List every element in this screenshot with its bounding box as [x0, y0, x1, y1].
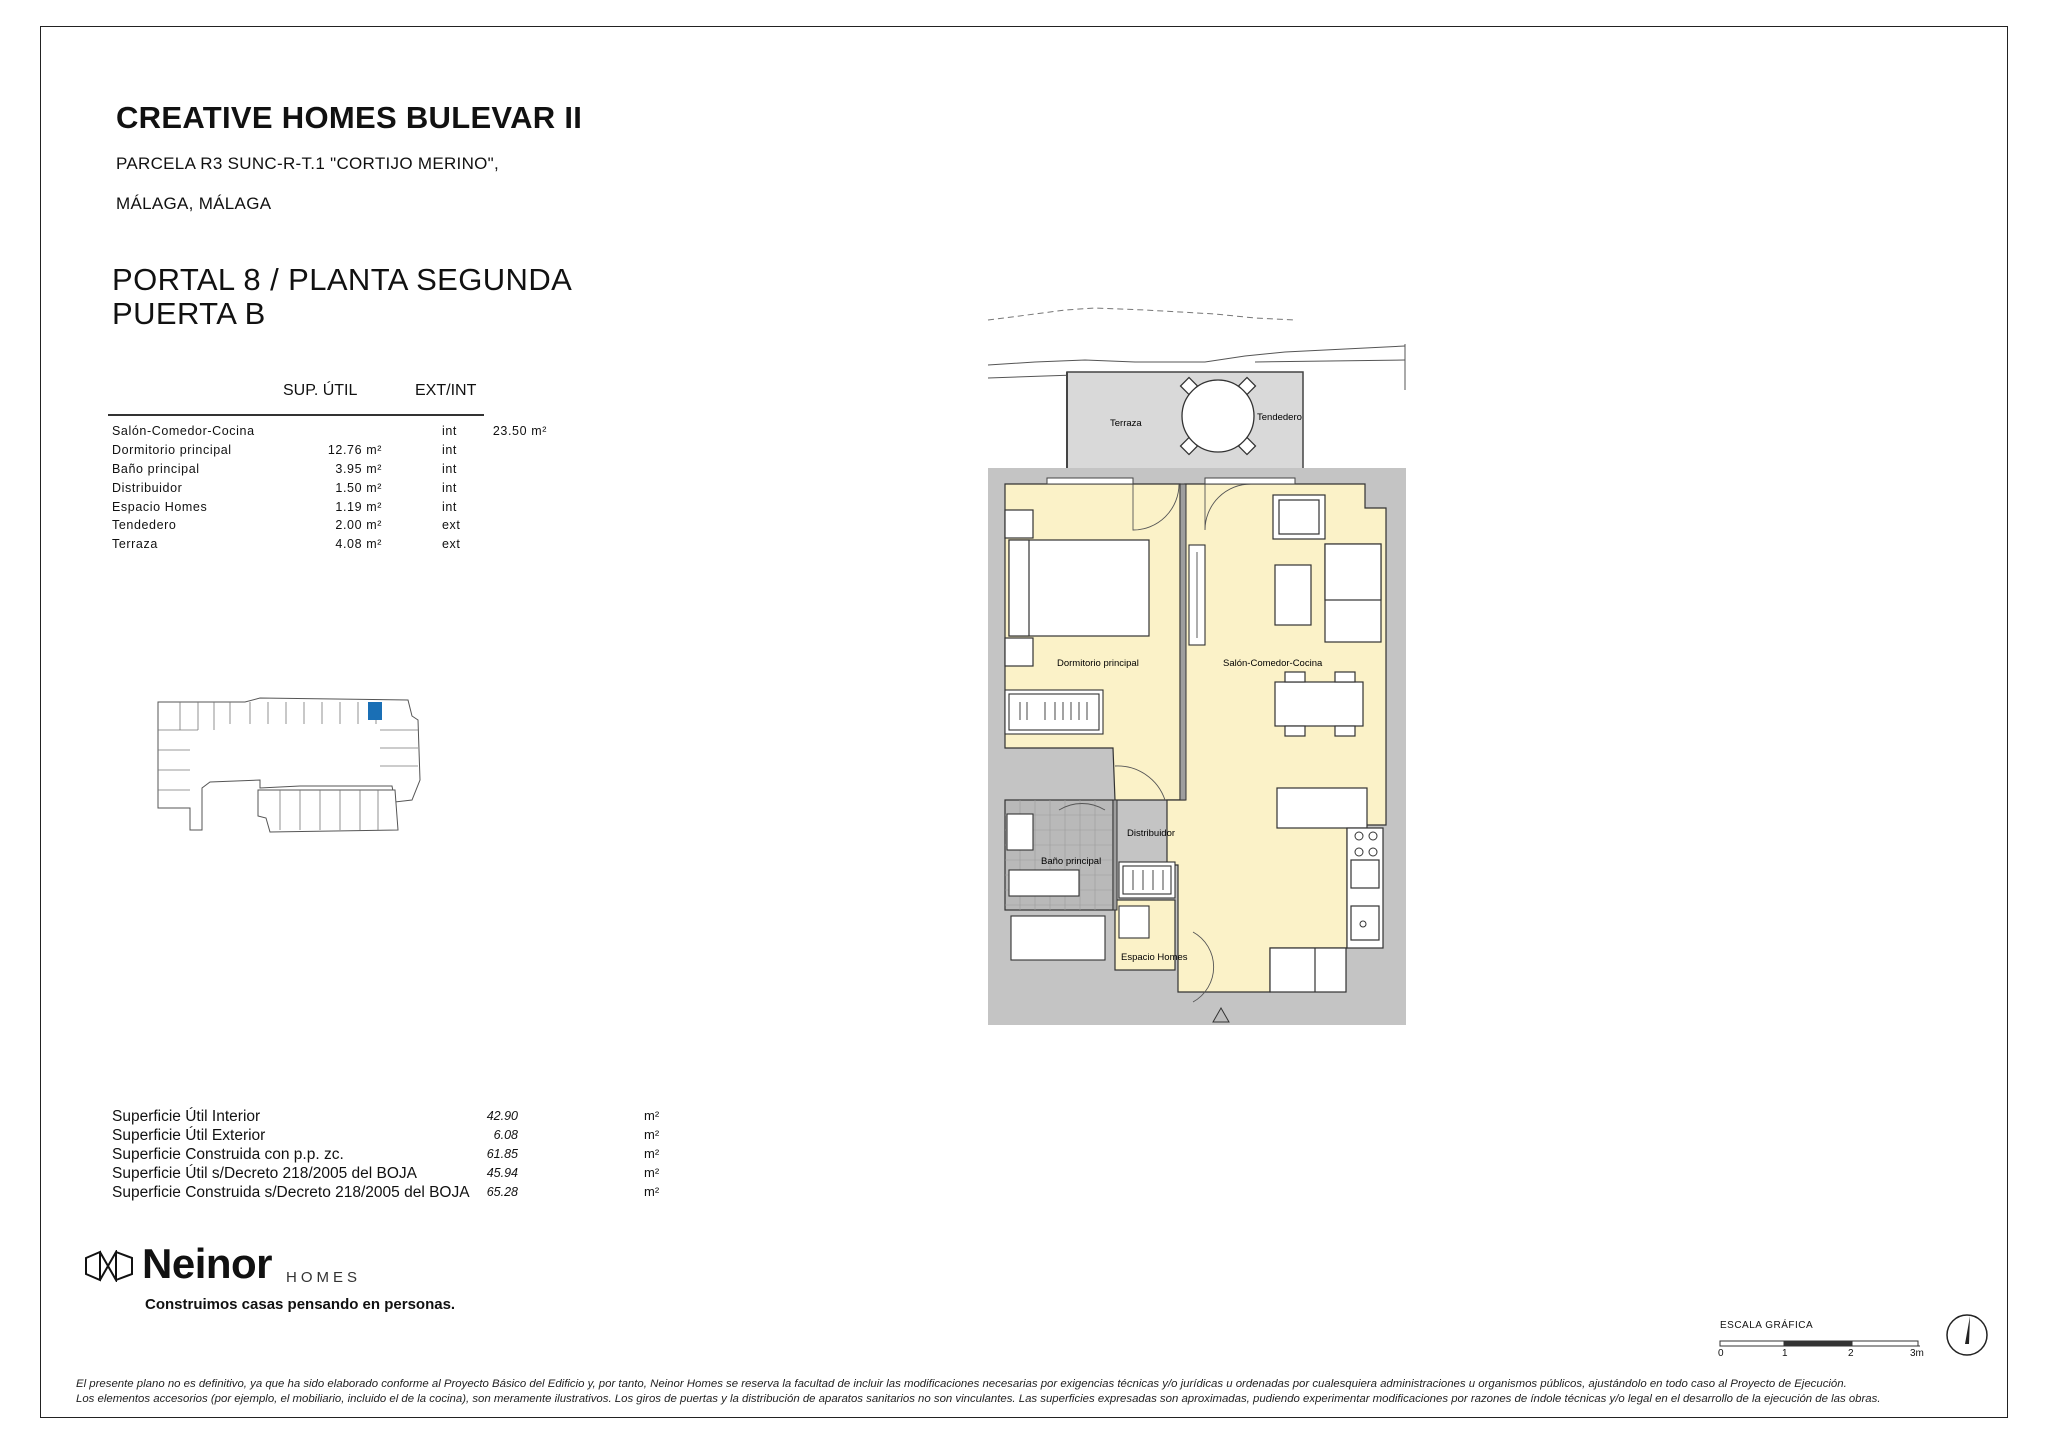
- disclaimer-line-2: Los elementos accesorios (por ejemplo, el mobiliario, incluido el de la cocina), son meramente ilustrativos. Los giros de puertas y la distribución de aparatos sanitarios no son vinculantes. Las superficies expresadas son aproximadas, pudiendo experimentar modificaciones por razones de índole técnicas y/o legal en el desarrollo de la ejecución de las obras.: [76, 1393, 1881, 1405]
- scale-tick-2: 2: [1848, 1348, 1854, 1359]
- summary-unit: m²: [644, 1127, 660, 1142]
- table-row: Tendedero 2.00 m² ext: [112, 518, 461, 532]
- scale-tick-0: 0: [1718, 1348, 1724, 1359]
- room-type: int: [442, 424, 458, 438]
- summary-unit: m²: [644, 1108, 660, 1123]
- label-salon: Salón-Comedor-Cocina: [1223, 658, 1323, 669]
- summary-unit: m²: [644, 1184, 660, 1199]
- key-plan: [150, 690, 430, 840]
- summary-row: Superficie Construida s/Decreto 218/2005 del BOJA 65.28 m²: [112, 1184, 660, 1201]
- unit-floor: PORTAL 8 / PLANTA SEGUNDA: [112, 262, 573, 297]
- highlighted-unit: [368, 702, 382, 720]
- scale-label: ESCALA GRÁFICA: [1720, 1320, 1814, 1331]
- summary-row: Superficie Construida con p.p. zc. 61.85 m²: [112, 1146, 660, 1163]
- project-city: MÁLAGA, MÁLAGA: [116, 194, 272, 213]
- table-row: Distribuidor 1.50 m² int: [112, 481, 458, 495]
- summary-label: Superficie Construida con p.p. zc.: [112, 1146, 344, 1163]
- summary-row: Superficie Útil Interior 42.90 m²: [112, 1108, 660, 1125]
- room-name: Dormitorio principal: [112, 443, 232, 457]
- table-header-area: SUP. ÚTIL: [283, 382, 358, 399]
- brand-name: Neinor: [142, 1240, 273, 1287]
- summary-row: Superficie Útil Exterior 6.08 m²: [112, 1127, 660, 1144]
- room-type: ext: [442, 537, 461, 551]
- room-type: int: [442, 500, 458, 514]
- summary-label: Superficie Útil Interior: [112, 1108, 261, 1125]
- scale-bar: [1716, 1336, 1926, 1350]
- summary-label: Superficie Útil s/Decreto 218/2005 del BOJA: [112, 1165, 417, 1182]
- room-type: ext: [442, 518, 461, 532]
- label-terraza: Terraza: [1110, 418, 1142, 429]
- room-type: int: [442, 462, 458, 476]
- scale-tick-1: 1: [1782, 1348, 1788, 1359]
- neinor-logo-icon: [84, 1250, 134, 1282]
- summary-row: Superficie Útil s/Decreto 218/2005 del BOJA 45.94 m²: [112, 1165, 660, 1182]
- table-header-rule: [108, 414, 484, 416]
- room-name: Baño principal: [112, 462, 200, 476]
- table-row: Baño principal 3.95 m² int: [112, 462, 458, 476]
- table-row: Terraza 4.08 m² ext: [112, 537, 461, 551]
- scale-tick-3: 3m: [1910, 1348, 1924, 1359]
- north-arrow-icon: [1944, 1312, 1990, 1358]
- summary-unit: m²: [644, 1165, 660, 1180]
- unit-door: PUERTA B: [112, 296, 266, 331]
- brand-tagline: Construimos casas pensando en personas.: [145, 1296, 456, 1313]
- room-name: Distribuidor: [112, 481, 183, 495]
- summary-label: Superficie Útil Exterior: [112, 1127, 266, 1144]
- label-distribuidor: Distribuidor: [1127, 828, 1176, 839]
- table-header-type: EXT/INT: [415, 382, 477, 399]
- brand-sub: HOMES: [286, 1269, 362, 1286]
- disclaimer-line-1: El presente plano no es definitivo, ya que ha sido elaborado conforme al Proyecto Básico del Edificio y, por tanto, Neinor Homes se reserva la facultad de incluir las modificaciones necesarias por exigencias técnicas y/o jurídicas u ordenadas por cualesquiera administraciones u organismos públicos, ajustándolo en todo caso al Proyecto de Ejecución.: [76, 1378, 1847, 1390]
- table-row: Dormitorio principal 12.76 m² int: [112, 443, 458, 457]
- room-name: Terraza: [112, 537, 158, 551]
- label-dormitorio: Dormitorio principal: [1057, 658, 1139, 669]
- summary-label: Superficie Construida s/Decreto 218/2005 del BOJA: [112, 1184, 470, 1201]
- terrace-table: [1181, 378, 1256, 455]
- label-bano: Baño principal: [1041, 856, 1102, 867]
- room-name: Salón-Comedor-Cocina: [112, 424, 255, 438]
- table-row: Salón-Comedor-Cocina 23.50 m² int: [112, 424, 547, 438]
- summary-unit: m²: [644, 1146, 660, 1161]
- table-row: Espacio Homes 1.19 m² int: [112, 500, 458, 514]
- room-type: int: [442, 481, 458, 495]
- room-name: Tendedero: [112, 518, 177, 532]
- project-parcel: PARCELA R3 SUNC-R-T.1 "CORTIJO MERINO",: [116, 154, 500, 173]
- floor-plan: [985, 300, 1410, 1028]
- room-name: Espacio Homes: [112, 500, 208, 514]
- label-espacio: Espacio Homes: [1121, 952, 1188, 963]
- room-type: int: [442, 443, 458, 457]
- project-title: CREATIVE HOMES BULEVAR II: [116, 100, 583, 135]
- label-tendedero: Tendedero: [1257, 412, 1302, 423]
